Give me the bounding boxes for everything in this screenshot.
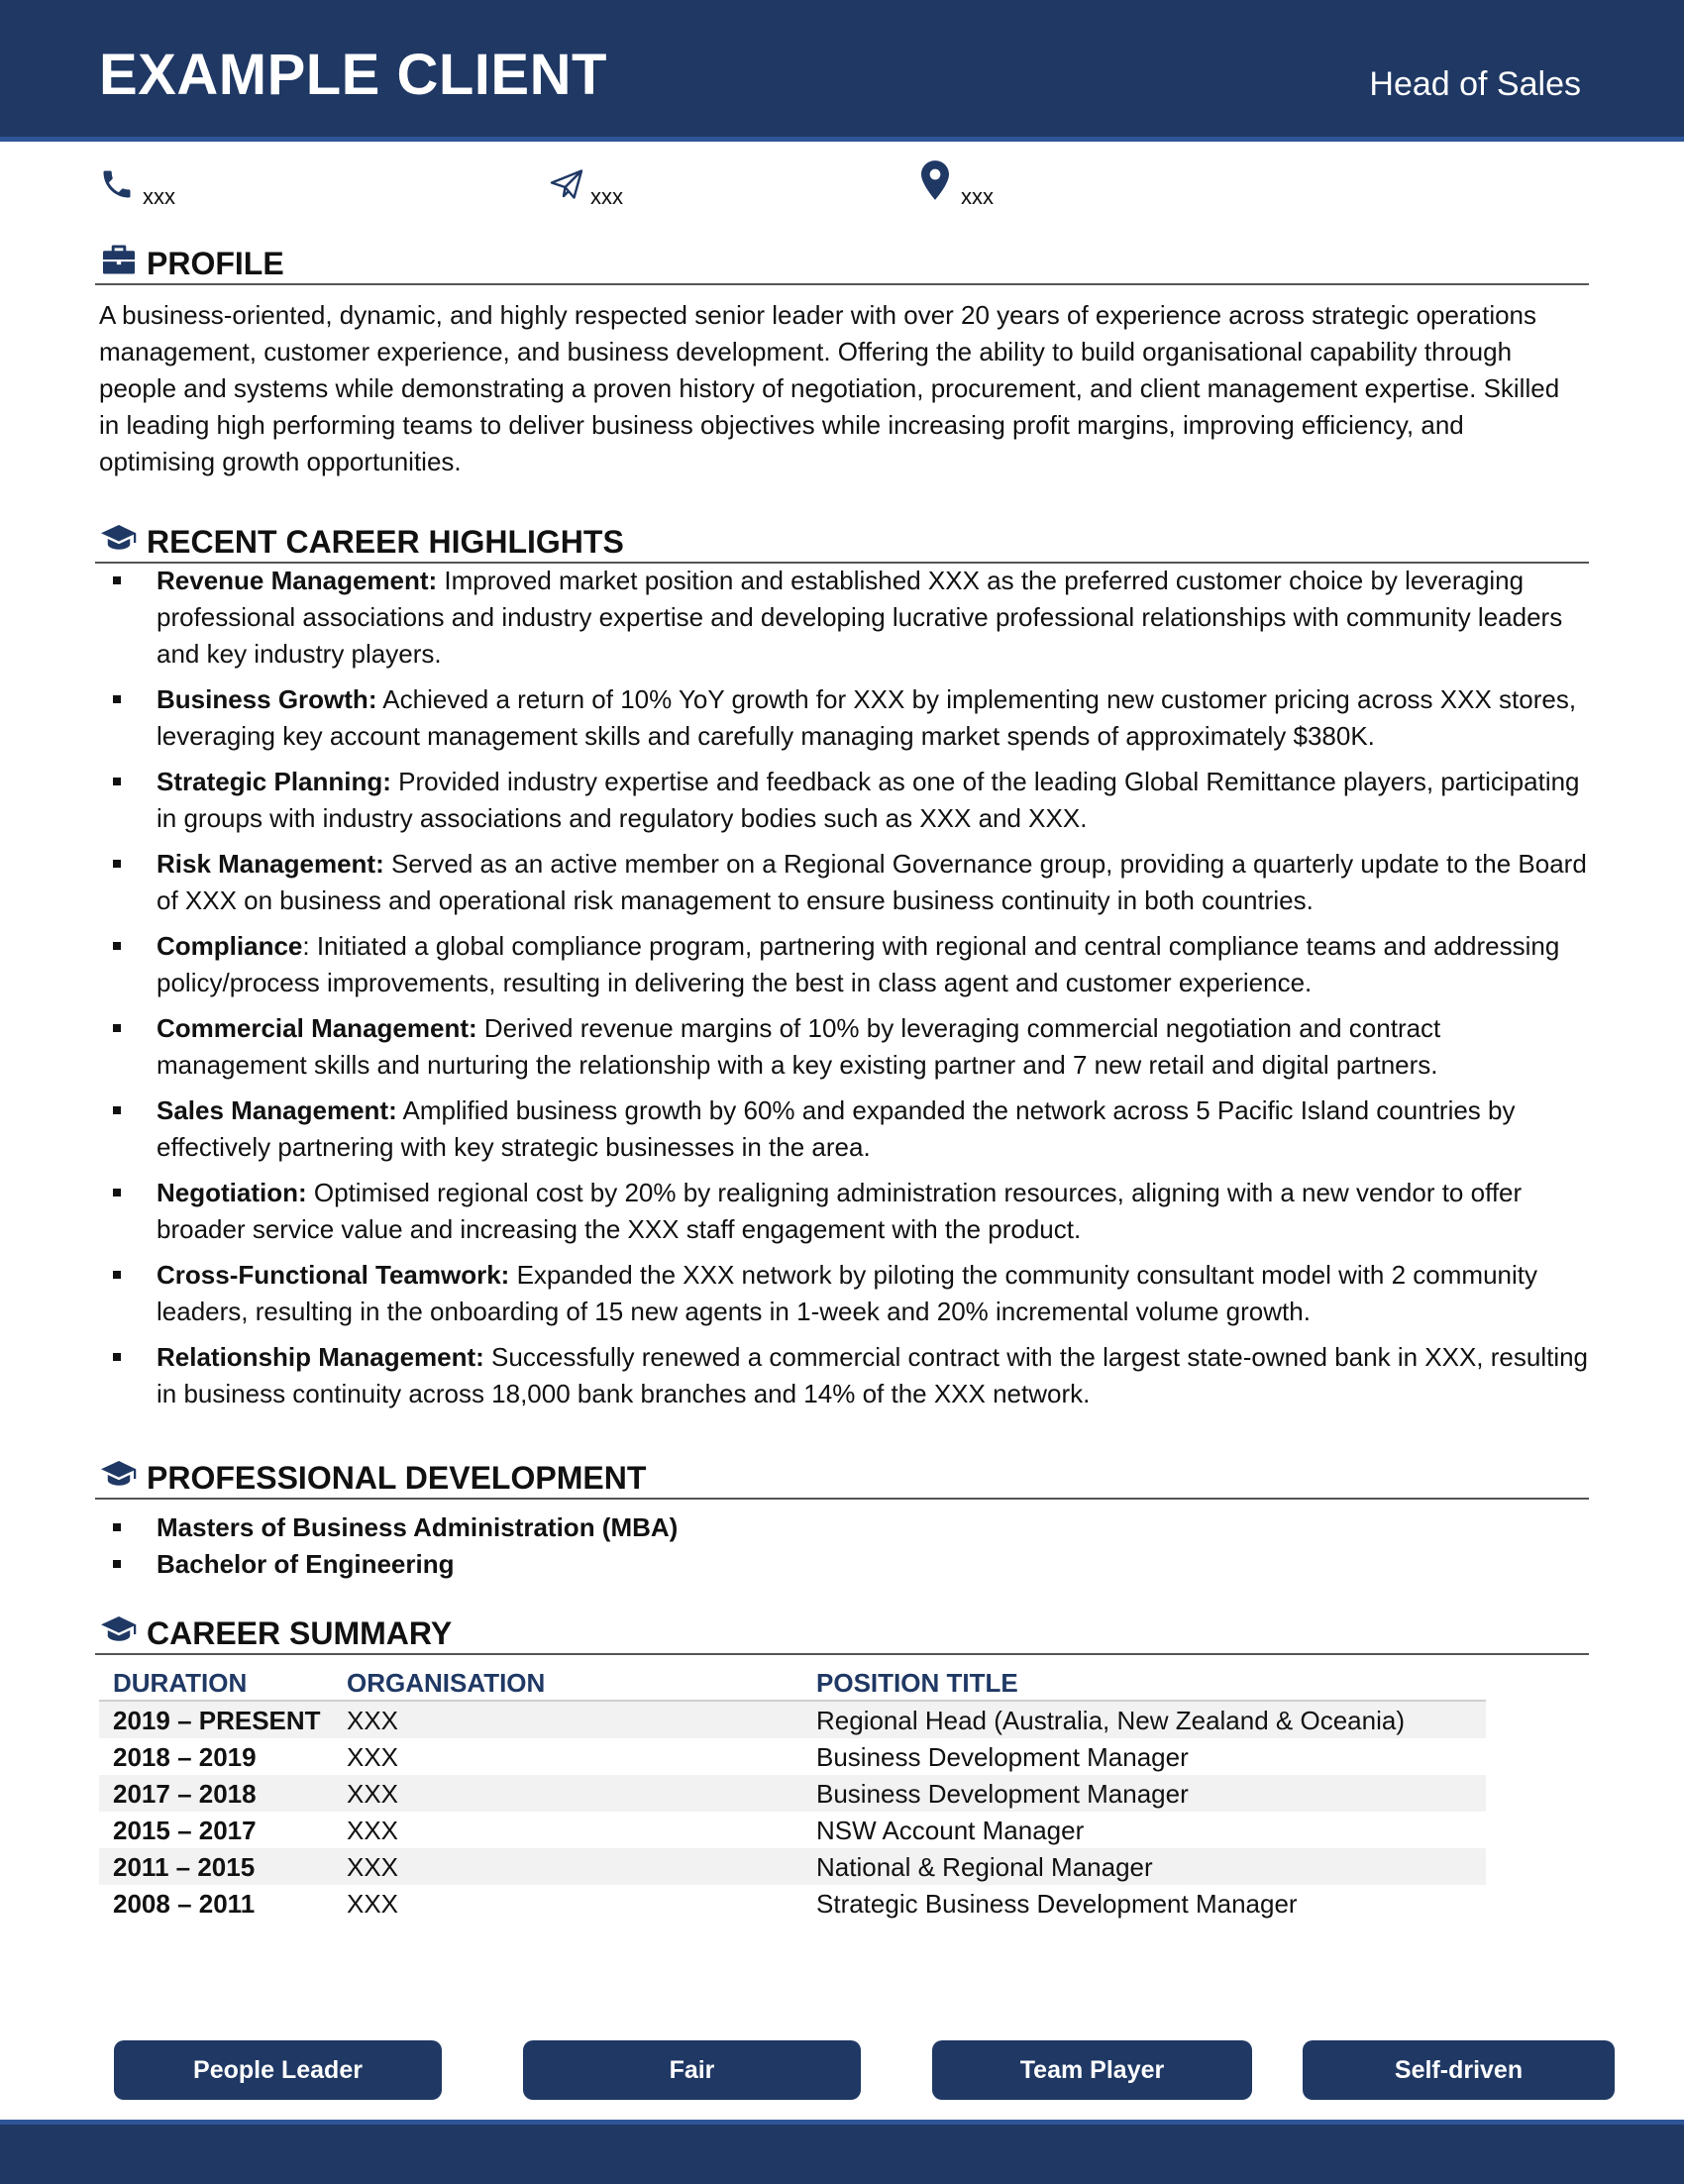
column-header-organisation: ORGANISATION [347, 1668, 546, 1698]
trait-badge-people-leader: People Leader [114, 2040, 442, 2100]
bullet-marker [113, 1523, 121, 1531]
bullet-marker [113, 1106, 121, 1114]
highlight-label: Risk Management: [157, 849, 384, 879]
header-banner [0, 0, 1684, 142]
cell-duration: 2015 – 2017 [113, 1816, 257, 1845]
contact-email-text: xxx [590, 184, 623, 209]
bullet-marker [113, 860, 121, 868]
cell-position: Business Development Manager [816, 1779, 1189, 1809]
highlight-label: Compliance [157, 931, 303, 961]
contact-email [547, 160, 943, 210]
cell-position: Strategic Business Development Manager [816, 1889, 1298, 1919]
list-item [99, 1092, 1595, 1166]
highlight-text: Successfully renewed a commercial contract with the largest state-owned bank in XXX, resulting in business continuity across 18,000 bank branches and 14% of the XXX network. [157, 1342, 1589, 1408]
highlight-label: Relationship Management: [157, 1342, 484, 1372]
list-item [99, 563, 1595, 673]
highlight-label: Negotiation: [157, 1178, 307, 1207]
list-item [99, 1175, 1595, 1248]
highlight-text: Optimised regional cost by 20% by realigning administration resources, aligning with a new vendor to offer broader service value and increasing the XXX staff engagement with the product. [157, 1178, 1523, 1244]
list-item [99, 1339, 1595, 1412]
highlight-text: Derived revenue margins of 10% by leveraging commercial negotiation and contract management skills and nurturing the relationship with a key existing partner and 7 new retail and digital partners. [157, 1013, 1441, 1080]
bullet-marker [113, 1353, 121, 1361]
list-item [99, 1509, 1595, 1546]
cell-organisation: XXX [347, 1706, 399, 1735]
contact-phone [99, 160, 495, 210]
list-item [99, 846, 1595, 919]
highlight-text: Expanded the XXX network by piloting the community consultant model with 2 community leaders, resulting in the onboarding of 15 new agents in 1-week and 20% incremental volume growth. [157, 1260, 1537, 1326]
degree-text: Bachelor of Engineering [157, 1549, 455, 1579]
client-name: EXAMPLE CLIENT [99, 43, 607, 107]
trait-badge-self-driven: Self-driven [1303, 2040, 1615, 2100]
highlight-label: Sales Management: [157, 1095, 397, 1125]
development-heading [95, 1452, 1589, 1500]
highlight-text: Served as an active member on a Regional Governance group, providing a quarterly update to the Board of XXX on business and operational risk management to ensure business continuity in both countries. [157, 849, 1587, 915]
bullet-marker [113, 778, 121, 785]
cell-position: NSW Account Manager [816, 1816, 1085, 1845]
table-row [99, 1848, 1486, 1885]
degree-text: Masters of Business Administration (MBA) [157, 1512, 679, 1542]
career-summary-table [99, 1664, 1486, 1922]
list-item [99, 928, 1595, 1001]
list-item [99, 681, 1595, 755]
cell-duration: 2011 – 2015 [113, 1852, 256, 1882]
trait-badge-fair: Fair [523, 2040, 861, 2100]
cell-position: Business Development Manager [816, 1742, 1189, 1772]
table-row [99, 1812, 1486, 1848]
bullet-marker [113, 1271, 121, 1279]
table-row [99, 1738, 1486, 1775]
bullet-marker [113, 1024, 121, 1032]
bullet-marker [113, 942, 121, 950]
trait-badge-team-player: Team Player [932, 2040, 1252, 2100]
contact-location [917, 160, 1314, 210]
development-list [99, 1509, 1595, 1583]
development-title: PROFESSIONAL DEVELOPMENT [147, 1460, 647, 1496]
list-item [99, 1546, 1595, 1583]
bullet-marker [113, 1560, 121, 1568]
cell-organisation: XXX [347, 1816, 399, 1845]
table-header [99, 1664, 1486, 1702]
cell-organisation: XXX [347, 1889, 399, 1919]
contact-phone-text: xxx [143, 184, 175, 209]
cell-position: National & Regional Manager [816, 1852, 1153, 1882]
profile-title: PROFILE [147, 246, 284, 281]
highlights-title: RECENT CAREER HIGHLIGHTS [147, 524, 624, 560]
list-item [99, 1257, 1595, 1330]
cell-duration: 2018 – 2019 [113, 1742, 257, 1772]
cell-duration: 2019 – PRESENT [113, 1706, 321, 1735]
graduation-cap-icon [101, 1458, 137, 1493]
highlight-text: Improved market position and established XXX as the preferred customer choice by leveraging professional associations and industry expertise and developing lucrative professional relationships with community leaders and key industry players. [157, 566, 1563, 669]
highlight-label: Revenue Management: [157, 566, 438, 595]
graduation-cap-icon [101, 522, 137, 557]
map-pin-icon [921, 160, 949, 206]
career-heading [95, 1608, 1589, 1655]
contact-location-text: xxx [961, 184, 994, 209]
career-title: CAREER SUMMARY [147, 1615, 453, 1651]
highlight-text: : Initiated a global compliance program, partnering with regional and central compliance teams and addressing policy/process improvements, resulting in delivering the best in class agent and customer experience. [157, 931, 1560, 997]
highlight-label: Cross-Functional Teamwork: [157, 1260, 510, 1290]
highlight-label: Commercial Management: [157, 1013, 477, 1043]
highlight-label: Business Growth: [157, 684, 377, 714]
table-row [99, 1885, 1486, 1922]
cell-duration: 2017 – 2018 [113, 1779, 257, 1809]
highlight-text: Amplified business growth by 60% and expanded the network across 5 Pacific Island countries by effectively partnering with key strategic businesses in the area. [157, 1095, 1516, 1162]
highlight-text: Provided industry expertise and feedback as one of the leading Global Remittance players, participating in groups with industry associations and regulatory bodies such as XXX and XXX. [157, 767, 1580, 833]
cell-organisation: XXX [347, 1742, 399, 1772]
cell-duration: 2008 – 2011 [113, 1889, 256, 1919]
cell-position: Regional Head (Australia, New Zealand & Oceania) [816, 1706, 1405, 1735]
bullet-marker [113, 1189, 121, 1196]
paper-plane-icon [547, 166, 586, 208]
highlights-list [99, 563, 1595, 1421]
column-header-duration: DURATION [113, 1668, 248, 1698]
list-item [99, 1010, 1595, 1084]
bullet-marker [113, 695, 121, 703]
cell-organisation: XXX [347, 1779, 399, 1809]
list-item [99, 764, 1595, 837]
bullet-marker [113, 576, 121, 584]
profile-heading [95, 238, 1589, 285]
table-row [99, 1702, 1486, 1738]
highlights-heading [95, 516, 1589, 564]
column-header-position: POSITION TITLE [816, 1668, 1018, 1698]
highlight-label: Strategic Planning: [157, 767, 391, 796]
job-title: Head of Sales [1369, 65, 1581, 103]
graduation-cap-icon [101, 1613, 137, 1648]
footer-banner [0, 2120, 1684, 2184]
highlight-text: Achieved a return of 10% YoY growth for XXX by implementing new customer pricing across XXX stores, leveraging key account management skills and carefully managing market spends of approximately $380K. [157, 684, 1577, 751]
table-row [99, 1775, 1486, 1812]
briefcase-icon [101, 244, 137, 280]
phone-icon [99, 166, 135, 208]
profile-summary: A business-oriented, dynamic, and highly respected senior leader with over 20 years of experience across strategic operations management, customer experience, and business development. Offering the ability to build organisational capability through people and systems while demonstrating a proven history of negotiation, procurement, and client management expertise. Skilled in leading high performing teams to deliver business objectives while increasing profit margins, improving efficiency, and optimising growth opportunities. [99, 300, 1560, 476]
cell-organisation: XXX [347, 1852, 399, 1882]
